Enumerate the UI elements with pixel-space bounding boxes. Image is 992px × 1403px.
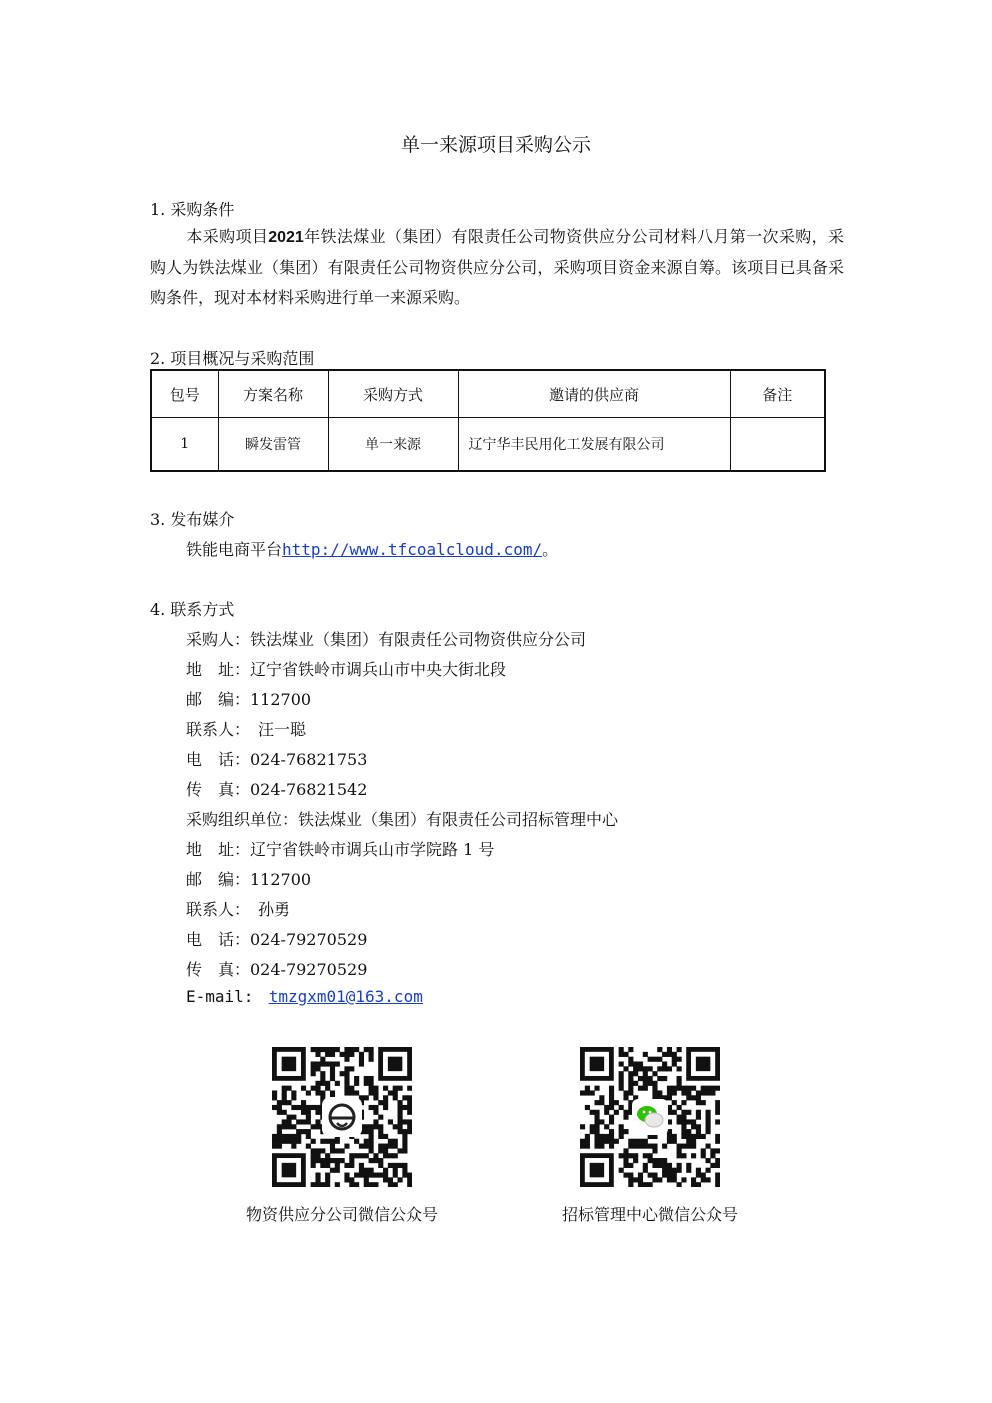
agency-postcode: 邮 编：112700 [186, 870, 312, 889]
agency-phone: 电 话：024-79270529 [186, 930, 368, 949]
cell-plan-name: 瞬发雷管 [218, 418, 328, 472]
agency-contact: 联系人： 孙勇 [186, 900, 291, 919]
package-table [150, 369, 826, 472]
col-header-method: 采购方式 [328, 370, 458, 418]
company-logo-icon [324, 1099, 360, 1135]
qr-code-bidding-center [580, 1047, 720, 1187]
qr-finder-pattern [590, 1057, 604, 1071]
col-header-supplier: 邀请的供应商 [458, 370, 730, 418]
col-header-plan-name: 方案名称 [218, 370, 328, 418]
agency-address: 地 址：辽宁省铁岭市调兵山市学院路 1 号 [186, 840, 495, 859]
cell-supplier: 辽宁华丰民用化工发展有限公司 [458, 418, 730, 472]
section-1-heading: 1. 采购条件 [150, 200, 235, 219]
buyer-address: 地 址：辽宁省铁岭市调兵山市中央大街北段 [186, 660, 507, 679]
buyer-name: 采购人：铁法煤业（集团）有限责任公司物资供应分公司 [186, 630, 587, 649]
email-link[interactable]: tmzgxm01@163.com [268, 987, 423, 1006]
qr-finder-pattern [282, 1163, 296, 1177]
qr-finder-pattern [282, 1057, 296, 1071]
cell-method: 单一来源 [328, 418, 458, 472]
section-1-paragraph [150, 222, 844, 313]
qr-code-company [272, 1047, 412, 1187]
cell-remark [730, 418, 825, 472]
page-title: 单一来源项目采购公示 [400, 134, 591, 156]
table-row [151, 418, 825, 472]
email-label: E-mail: [186, 987, 254, 1006]
qr-finder-pattern [388, 1057, 402, 1071]
qr-caption-bidding-center: 招标管理中心微信公众号 [561, 1205, 738, 1224]
year: 2021 [268, 229, 304, 246]
qr-finder-pattern [696, 1057, 710, 1071]
cell-package: 1 [151, 418, 218, 472]
platform-link[interactable]: http://www.tfcoalcloud.com/ [282, 540, 543, 559]
buyer-postcode: 邮 编：112700 [186, 690, 312, 709]
para-lead: 本采购项目 [186, 227, 269, 246]
buyer-fax: 传 真：024-76821542 [186, 780, 368, 799]
section-4-heading: 4. 联系方式 [150, 600, 235, 619]
buyer-contact: 联系人： 汪一聪 [186, 720, 307, 739]
media-line [186, 537, 558, 560]
email-line [186, 987, 423, 1006]
media-prefix: 铁能电商平台 [186, 540, 283, 559]
para-rest: 年铁法煤业（集团）有限责任公司物资供应分公司材料八月第一次采购，采购人为铁法煤业（集团）有限责任公司物资供应分公司，采购项目资金来源自筹。该项目已具备采购条件，现对本材料采购进行单一来源采购。 [150, 227, 844, 307]
media-suffix: 。 [542, 540, 559, 559]
col-header-remark: 备注 [730, 370, 825, 418]
qr-finder-pattern [590, 1163, 604, 1177]
buyer-phone: 电 话：024-76821753 [186, 750, 368, 769]
qr-caption-company: 物资供应分公司微信公众号 [245, 1205, 438, 1224]
wechat-icon [632, 1099, 668, 1135]
section-2-heading: 2. 项目概况与采购范围 [150, 349, 315, 368]
section-3-heading: 3. 发布媒介 [150, 510, 235, 529]
agency-fax: 传 真：024-79270529 [186, 960, 368, 979]
agency-name: 采购组织单位：铁法煤业（集团）有限责任公司招标管理中心 [186, 810, 619, 829]
table-header-row [151, 370, 825, 418]
col-header-package: 包号 [151, 370, 218, 418]
